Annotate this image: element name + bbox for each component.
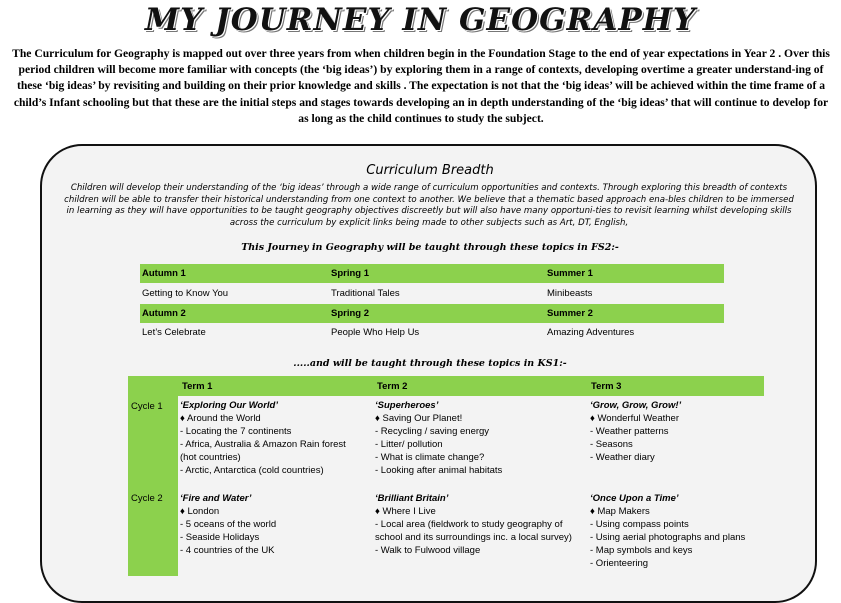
ks1-term2-header: Term 2 bbox=[377, 381, 408, 392]
topic-line: - Map symbols and keys bbox=[590, 545, 693, 556]
topic-title: ‘Superheroes’ bbox=[375, 400, 439, 411]
ks1-term3-header: Term 3 bbox=[591, 381, 622, 392]
fs2-topic-autumn1: Getting to Know You bbox=[142, 288, 229, 299]
fs2-row2-header-bar bbox=[140, 304, 724, 323]
page-title: MY JOURNEY IN GEOGRAPHY bbox=[144, 2, 697, 38]
ks1-cycle1-label: Cycle 1 bbox=[131, 401, 163, 412]
intro-paragraph: The Curriculum for Geography is mapped out over three years from when children begin in the Foundation Stage to the end of year expectations in Year 2 . Over this period children will become more familiar with concepts (the ‘big ideas’) by exploring them in a range of contexts, developing overtime a greater understand-ing of these ‘big ideas’ by revisiting and building on their prior knowledge and skills . The expectation is not that the ‘big ideas’ will be achieved within the time frame of a child’s Infant schooling but that these are the initial steps and stages towards developing an in depth understanding of the ‘big ideas’ that will continue to develop for as long as the child continues to study the subject. bbox=[12, 47, 830, 125]
fs2-topic-autumn2: Let’s Celebrate bbox=[142, 327, 206, 338]
topic-line: - What is climate change? bbox=[375, 452, 485, 463]
topic-line: - Walk to Fulwood village bbox=[375, 545, 481, 556]
ks1-cycle1-term2 bbox=[375, 399, 585, 477]
ks1-cycle1-term3 bbox=[590, 399, 790, 464]
topic-title: ‘Grow, Grow, Grow!’ bbox=[590, 400, 682, 411]
topic-line: ♦ Saving Our Planet! bbox=[375, 413, 463, 424]
topic-line: - Orienteering bbox=[590, 558, 649, 569]
topic-line: - Recycling / saving energy bbox=[375, 426, 490, 437]
topic-line: - Arctic, Antarctica (cold countries) bbox=[180, 465, 324, 476]
topic-line: - Weather patterns bbox=[590, 426, 669, 437]
ks1-cycle2-label: Cycle 2 bbox=[131, 493, 163, 504]
topic-line: - Looking after animal habitats bbox=[375, 465, 503, 476]
topic-line: ♦ Around the World bbox=[180, 413, 261, 424]
fs2-topic-summer2: Amazing Adventures bbox=[547, 327, 635, 338]
topic-line: - Africa, Australia & Amazon Rain forest bbox=[180, 439, 346, 450]
fs2-term-spring1: Spring 1 bbox=[331, 268, 370, 279]
ks1-term-header-bar bbox=[178, 376, 764, 396]
topic-line: - 4 countries of the UK bbox=[180, 545, 275, 556]
breadth-paragraph: Children will develop their understanding of the ‘big ideas’ through a wide range of curriculum opportunities and contexts. Through exploring this breadth of contexts children will be able to transfer their historical understanding from one context to another. We believe that a thematic based approach ena-bles children to be immersed in learning as they will have opportunities to be taught geography objectives discreetly but will also have many opportuni-ties to revisit learning whilst developing skills across the curriculum by explicit links being made to other subjects such as Art, DT, English, bbox=[64, 183, 794, 228]
ks1-term1-header: Term 1 bbox=[182, 381, 213, 392]
ks1-cycle2-term3 bbox=[590, 492, 790, 570]
fs2-term-autumn2: Autumn 2 bbox=[142, 308, 186, 319]
fs2-topic-summer1: Minibeasts bbox=[547, 288, 593, 299]
topic-line: - Seaside Holidays bbox=[180, 532, 260, 543]
topic-title: ‘Brilliant Britain’ bbox=[375, 493, 449, 504]
topic-title: ‘Fire and Water’ bbox=[180, 493, 252, 504]
fs2-term-autumn1: Autumn 1 bbox=[142, 268, 186, 279]
fs2-heading: This Journey in Geography will be taught through these topics in FS2:- bbox=[241, 242, 619, 253]
topic-line: - Local area (fieldwork to study geography of bbox=[375, 519, 563, 530]
fs2-topic-spring2: People Who Help Us bbox=[331, 327, 420, 338]
topic-line: ♦ Where I Live bbox=[375, 506, 436, 517]
topic-line: ♦ Wonderful Weather bbox=[590, 413, 679, 424]
topic-line: - 5 oceans of the world bbox=[180, 519, 277, 530]
ks1-cycle1-term1 bbox=[180, 399, 370, 477]
fs2-term-summer1: Summer 1 bbox=[547, 268, 593, 279]
topic-line: ♦ London bbox=[180, 506, 220, 517]
fs2-term-spring2: Spring 2 bbox=[331, 308, 370, 319]
topic-line: - Locating the 7 continents bbox=[180, 426, 292, 437]
topic-line: - Using compass points bbox=[590, 519, 689, 530]
topic-line: - Using aerial photographs and plans bbox=[590, 532, 746, 543]
fs2-row1-header-bar bbox=[140, 264, 724, 283]
topic-line: (hot countries) bbox=[180, 452, 241, 463]
ks1-cycle2-term1 bbox=[180, 492, 370, 557]
topic-line: ♦ Map Makers bbox=[590, 506, 650, 517]
topic-title: ‘Once Upon a Time’ bbox=[590, 493, 679, 504]
breadth-title: Curriculum Breadth bbox=[366, 163, 494, 178]
topic-title: ‘Exploring Our World’ bbox=[180, 400, 278, 411]
fs2-topic-spring1: Traditional Tales bbox=[331, 288, 400, 299]
fs2-term-summer2: Summer 2 bbox=[547, 308, 593, 319]
topic-line: - Seasons bbox=[590, 439, 633, 450]
topic-line: - Weather diary bbox=[590, 452, 655, 463]
ks1-cycle2-term2 bbox=[375, 492, 585, 557]
ks1-heading: .....and will be taught through these topics in KS1:- bbox=[293, 358, 567, 369]
topic-line: - Litter/ pollution bbox=[375, 439, 443, 450]
topic-line: school and its surroundings inc. a local survey) bbox=[375, 532, 572, 543]
